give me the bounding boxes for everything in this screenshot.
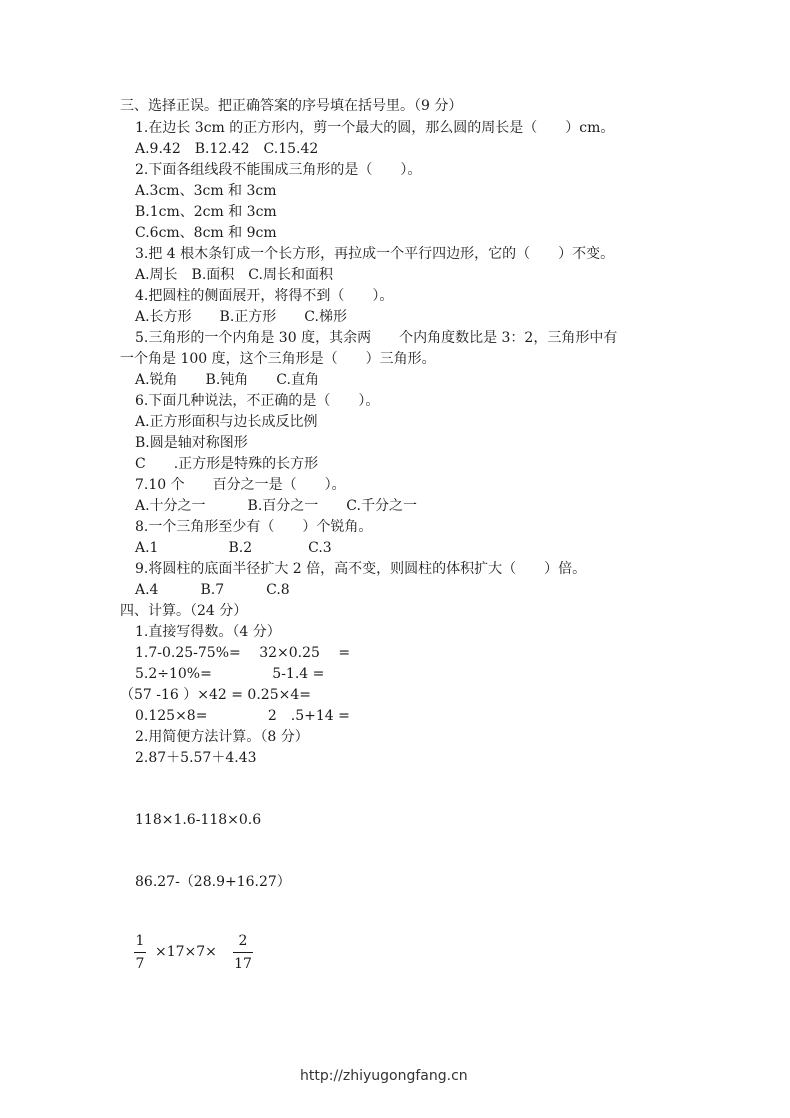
q6-option-a: A.正方形面积与边长成反比例 — [135, 414, 318, 430]
calc-2-expr2: 118×1.6-118×0.6 — [135, 812, 262, 828]
fraction-2-numerator: 2 — [238, 933, 248, 949]
q8-text: 8.一个三角形至少有（ ）个锐角。 — [135, 519, 373, 535]
q6-option-b: B.圆是轴对称图形 — [135, 435, 248, 451]
q2-option-b: B.1cm、2cm 和 3cm — [135, 204, 277, 220]
calc-1-row3: （57 -16 ）×42 = 0.25×4= — [120, 687, 311, 703]
section-3-title: 三、选择正误。把正确答案的序号填在括号里。（9 分） — [120, 98, 463, 114]
q5-options: A.锐角 B.钝角 C.直角 — [135, 372, 319, 388]
q5-text-line1: 5.三角形的一个内角是 30 度，其余两 个内角度数比是 3：2，三角形中有 — [135, 330, 618, 346]
q2-text: 2.下面各组线段不能围成三角形的是（ ）。 — [135, 162, 422, 178]
fraction-1-denominator: 7 — [135, 956, 145, 972]
fraction-1-bar — [134, 952, 146, 953]
q7-text: 7.10 个 百分之一是（ ）。 — [135, 477, 346, 493]
q4-text: 4.把圆柱的侧面展开，将得不到（ ）。 — [135, 288, 394, 304]
q4-options: A.长方形 B.正方形 C.梯形 — [135, 309, 347, 325]
calc-2-expr3: 86.27-（28.9+16.27） — [135, 874, 291, 890]
q3-options: A.周长 B.面积 C.周长和面积 — [135, 267, 333, 283]
footer-url: http://zhiyugongfang.cn — [300, 1068, 468, 1084]
q9-text: 9.将圆柱的底面半径扩大 2 倍，高不变，则圆柱的体积扩大（ ）倍。 — [135, 561, 587, 577]
q2-option-a: A.3cm、3cm 和 3cm — [135, 183, 277, 199]
q3-text: 3.把 4 根木条钉成一个长方形，再拉成一个平行四边形，它的（ ）不变。 — [135, 246, 615, 262]
calc-1-title: 1.直接写得数。（4 分） — [135, 624, 281, 640]
q5-text-line2: 一个角是 100 度，这个三角形是（ ）三角形。 — [120, 351, 436, 367]
calc-2-expr1: 2.87＋5.57＋4.43 — [135, 750, 257, 766]
calc-2-title: 2.用简便方法计算。（8 分） — [135, 729, 309, 745]
q1-text: 1.在边长 3cm 的正方形内，剪一个最大的圆，那么圆的周长是（ ）cm。 — [135, 120, 615, 136]
calc-1-row1: 1.7-0.25-75%= 32×0.25 = — [135, 645, 351, 661]
section-4-title: 四、计算。（24 分） — [120, 603, 248, 619]
q7-options: A.十分之一 B.百分之一 C.千分之一 — [135, 498, 417, 514]
q2-option-c: C.6cm、8cm 和 9cm — [135, 225, 277, 241]
q1-options: A.9.42 B.12.42 C.15.42 — [135, 141, 319, 157]
calc-1-row4: 0.125×8= 2 .5+14 = — [135, 708, 350, 724]
q6-option-c: C .正方形是特殊的长方形 — [135, 456, 319, 472]
fraction-1-numerator: 1 — [135, 933, 145, 949]
q6-text: 6.下面几种说法，不正确的是（ ）。 — [135, 393, 380, 409]
fraction-2-denominator: 17 — [234, 956, 252, 972]
q8-options: A.1 B.2 C.3 — [135, 540, 332, 556]
expression-middle: ×17×7× — [155, 944, 217, 960]
fraction-2-bar — [233, 952, 253, 953]
q9-options: A.4 B.7 C.8 — [135, 582, 290, 598]
calc-1-row2: 5.2÷10%= 5-1.4 = — [135, 666, 325, 682]
